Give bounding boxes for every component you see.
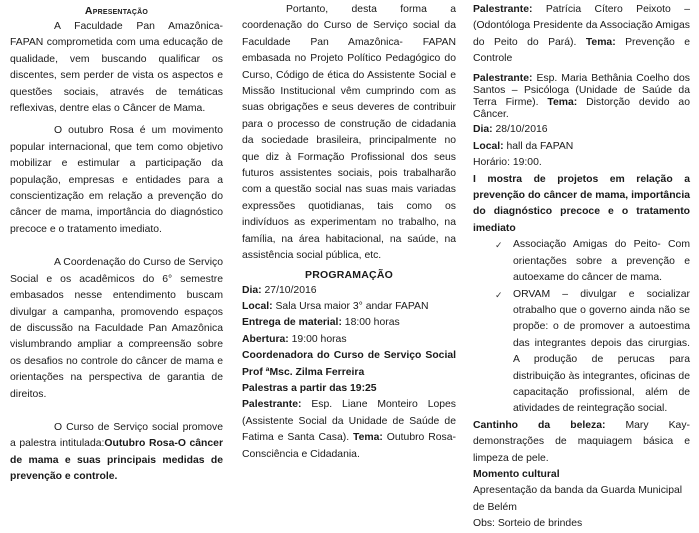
label: Cantinho da beleza: xyxy=(473,419,606,431)
heading-programacao: PROGRAMAÇÃO xyxy=(305,268,393,281)
paragraph-palestra xyxy=(10,420,223,486)
day2-date xyxy=(473,122,690,138)
label: Tema: xyxy=(538,97,578,109)
value: 28/10/2016 xyxy=(492,124,548,136)
label: Local: xyxy=(473,140,504,152)
value: Mary Kay- demonstrações de maquiagem básica e limpeza de pele. xyxy=(473,419,690,464)
label: Abertura: xyxy=(242,333,289,345)
heading-apresentacao: Apresentação xyxy=(84,5,149,17)
opening-time xyxy=(242,332,456,348)
label: Palestrante: xyxy=(473,4,533,15)
label: Dia: xyxy=(473,124,493,136)
value: Outubro Rosa-Consciência e Cidadania. xyxy=(242,432,456,460)
label: Palestrante: xyxy=(473,72,533,84)
beauty-corner xyxy=(473,418,690,467)
paragraph-outubro-rosa: O outubro Rosa é um movimento popular internacional, que tem como objetivo mobilizar e estimular a participação da população, empresas e entidades para a conscientização em relação a prevenção do câncer de mama, importância do diagnóstico precoce e o tratamento imediato. xyxy=(10,125,223,235)
paragraph-fapan: A Faculdade Pan Amazônica-FAPAN comprometida com uma educação de qualidade, vem buscando qualificar os discentes, sem perder de vista os aspectos e questões sociais, através de temáticas reflexivas, dentre elas o Câncer de Mama. xyxy=(10,21,223,115)
value: 19:00 horas xyxy=(288,333,347,345)
value: Esp. Maria Bethânia Coelho dos Santos – Psicóloga (Unidade de Saúde da Terra Firme). xyxy=(473,72,690,109)
label: Tema: xyxy=(576,36,616,48)
value: Esp. Liane Monteiro Lopes (Assistente Social da Unidade de Saúde de Fatima e Santa Casa). xyxy=(242,399,456,444)
speaker-liane xyxy=(242,397,456,463)
label: Tema: xyxy=(349,432,383,444)
palestra-intro: O Curso de Serviço social promove a palestra intitulada: xyxy=(10,421,223,450)
coordinator: Coordenadora do Curso de Serviço Social Prof ªMsc. Zilma Ferreira xyxy=(242,350,456,378)
value: Sala Ursa maior 3° andar FAPAN xyxy=(272,300,429,312)
value: Patrícia Cítero Peixoto – (Odontóloga Presidente da Associação Amigas do Peito do Pará). xyxy=(473,4,690,48)
speaker-patricia xyxy=(473,2,690,68)
list-item: ✓ ORVAM – divulgar e socializar otrabalho que o governo ainda não se propõe: o de promover a autoestima das integrantes depois das cirurgias. A produção de perucas para distribuição às integrantes, oficinas de capacitação profissional, além de atividades de reintegração social. xyxy=(495,288,690,415)
value: hall da FAPAN xyxy=(503,140,574,152)
label: Local: xyxy=(242,300,273,312)
label: Entrega de material: xyxy=(242,317,342,329)
note-prizes: Obs: Sorteio de brindes xyxy=(473,518,583,530)
exhibition-list xyxy=(473,237,690,417)
value: Prevenção e Controle xyxy=(473,36,690,65)
palestra-title: Outubro Rosa-O câncer de mama e suas principais medidas de prevenção e controle. xyxy=(10,438,223,483)
day1-location xyxy=(242,299,456,315)
value: Distorção devido ao Câncer. xyxy=(473,97,690,121)
value: 27/10/2016 xyxy=(261,284,317,296)
projects-exhibition: I mostra de projetos em relação a prevenção do câncer de mama, importância do diagnóstico precoce e o tratamento imediato xyxy=(473,173,690,234)
day2-time: Horário: 19:00. xyxy=(473,157,542,169)
talks-start: Palestras a partir das 19:25 xyxy=(242,382,377,394)
day1-date xyxy=(242,283,456,299)
band-presentation: Apresentação da banda da Guarda Municipal de Belém xyxy=(473,485,683,513)
paragraph-coordenacao: A Coordenação do Curso de Serviço Social e os acadêmicos do 6° semestre embasados nesse entendimento buscam divulgar a campanha, promovendo espaços de discussão na Faculdade Pan Amazônica vislumbrando ampliar a compreensão sobre os desafios no controle do câncer de mama e orientações na perspectiva de garantia de direitos. xyxy=(10,257,223,400)
material-delivery xyxy=(242,315,456,331)
column-programacao xyxy=(242,0,456,463)
column-day2 xyxy=(473,0,690,533)
check-icon: ✓ xyxy=(495,289,503,300)
check-icon: ✓ xyxy=(495,240,503,251)
label: Dia: xyxy=(242,284,262,296)
column-apresentacao xyxy=(10,0,223,486)
speaker-bethania xyxy=(473,73,690,122)
list-item: ✓ Associação Amigas do Peito- Com orientações sobre a prevenção e autoexame do câncer de mama. xyxy=(495,239,690,284)
paragraph-portanto: Portanto, desta forma a coordenação do Curso de Serviço social da Faculdade Pan Amazônica- FAPAN embasada no Projeto Político Pedagógico do Curso, Código de ética do Assistente Social e Missão Institucional vêm cumprindo com as suas obrigações e seus deveres de contribuir para o processo de construção de cidadania da sociedade brasileira, principalmente no que diz à Formação Profissional dos seus futuros assistentes sociais, pois trabalharão com a questão social nas suas mais variadas expressões quotidianas, tais como os indivíduos as experimentam no trabalho, na família, na área habitacional, na saúde, na assistência social pública, etc. xyxy=(242,4,456,262)
value: 18:00 horas xyxy=(341,317,400,329)
day2-location xyxy=(473,139,690,155)
label: Palestrante: xyxy=(242,399,302,411)
cultural-moment: Momento cultural xyxy=(473,468,560,480)
